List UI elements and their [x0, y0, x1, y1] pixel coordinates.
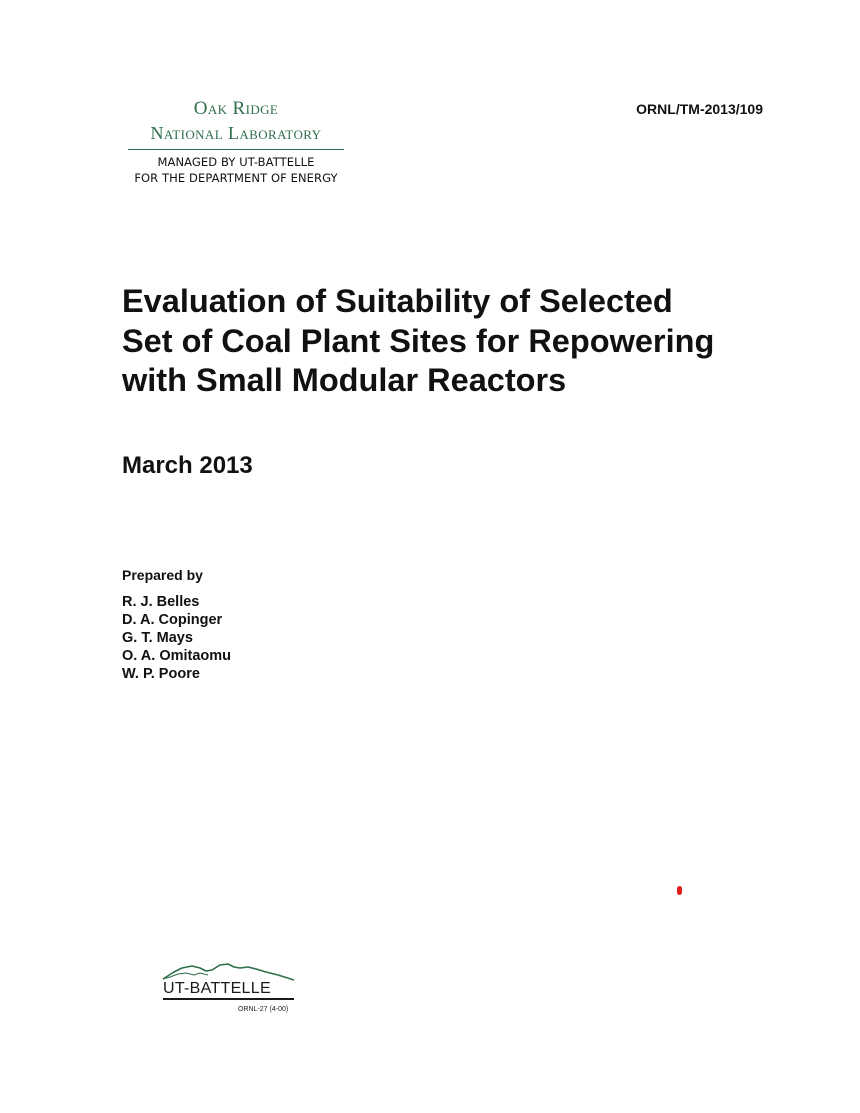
title-line-2: Set of Coal Plant Sites for Repowering — [122, 322, 715, 359]
managed-by-line2: FOR THE DEPARTMENT OF ENERGY — [134, 171, 338, 185]
title-line-1: Evaluation of Suitability of Selected — [122, 283, 673, 319]
prepared-by-label: Prepared by — [122, 567, 203, 583]
author-item: R. J. Belles — [122, 594, 200, 610]
author-item: G. T. Mays — [122, 630, 193, 646]
logo-divider — [128, 149, 344, 150]
author-item: O. A. Omitaomu — [122, 648, 232, 664]
report-title — [122, 282, 782, 401]
author-list — [122, 593, 231, 683]
ornl-logo — [126, 96, 346, 186]
ut-battelle-underline — [163, 998, 294, 1000]
mountain-ridge-icon — [160, 958, 300, 982]
form-number: ORNL-27 (4-00) — [238, 1006, 289, 1013]
author-item: W. P. Poore — [122, 666, 200, 682]
title-line-3: with Small Modular Reactors — [122, 362, 567, 398]
author-item: D. A. Copinger — [122, 612, 223, 628]
report-date: March 2013 — [122, 452, 253, 479]
org-name-line2: National Laboratory — [150, 123, 322, 143]
red-ink-mark — [677, 886, 682, 895]
report-number: ORNL/TM-2013/109 — [636, 101, 763, 117]
ut-battelle-wordmark: UT-BATTELLE — [163, 980, 271, 997]
ut-battelle-logo — [160, 958, 300, 997]
org-name-line1: Oak Ridge — [193, 98, 279, 119]
managed-by-line1: MANAGED BY UT-BATTELLE — [157, 155, 315, 169]
